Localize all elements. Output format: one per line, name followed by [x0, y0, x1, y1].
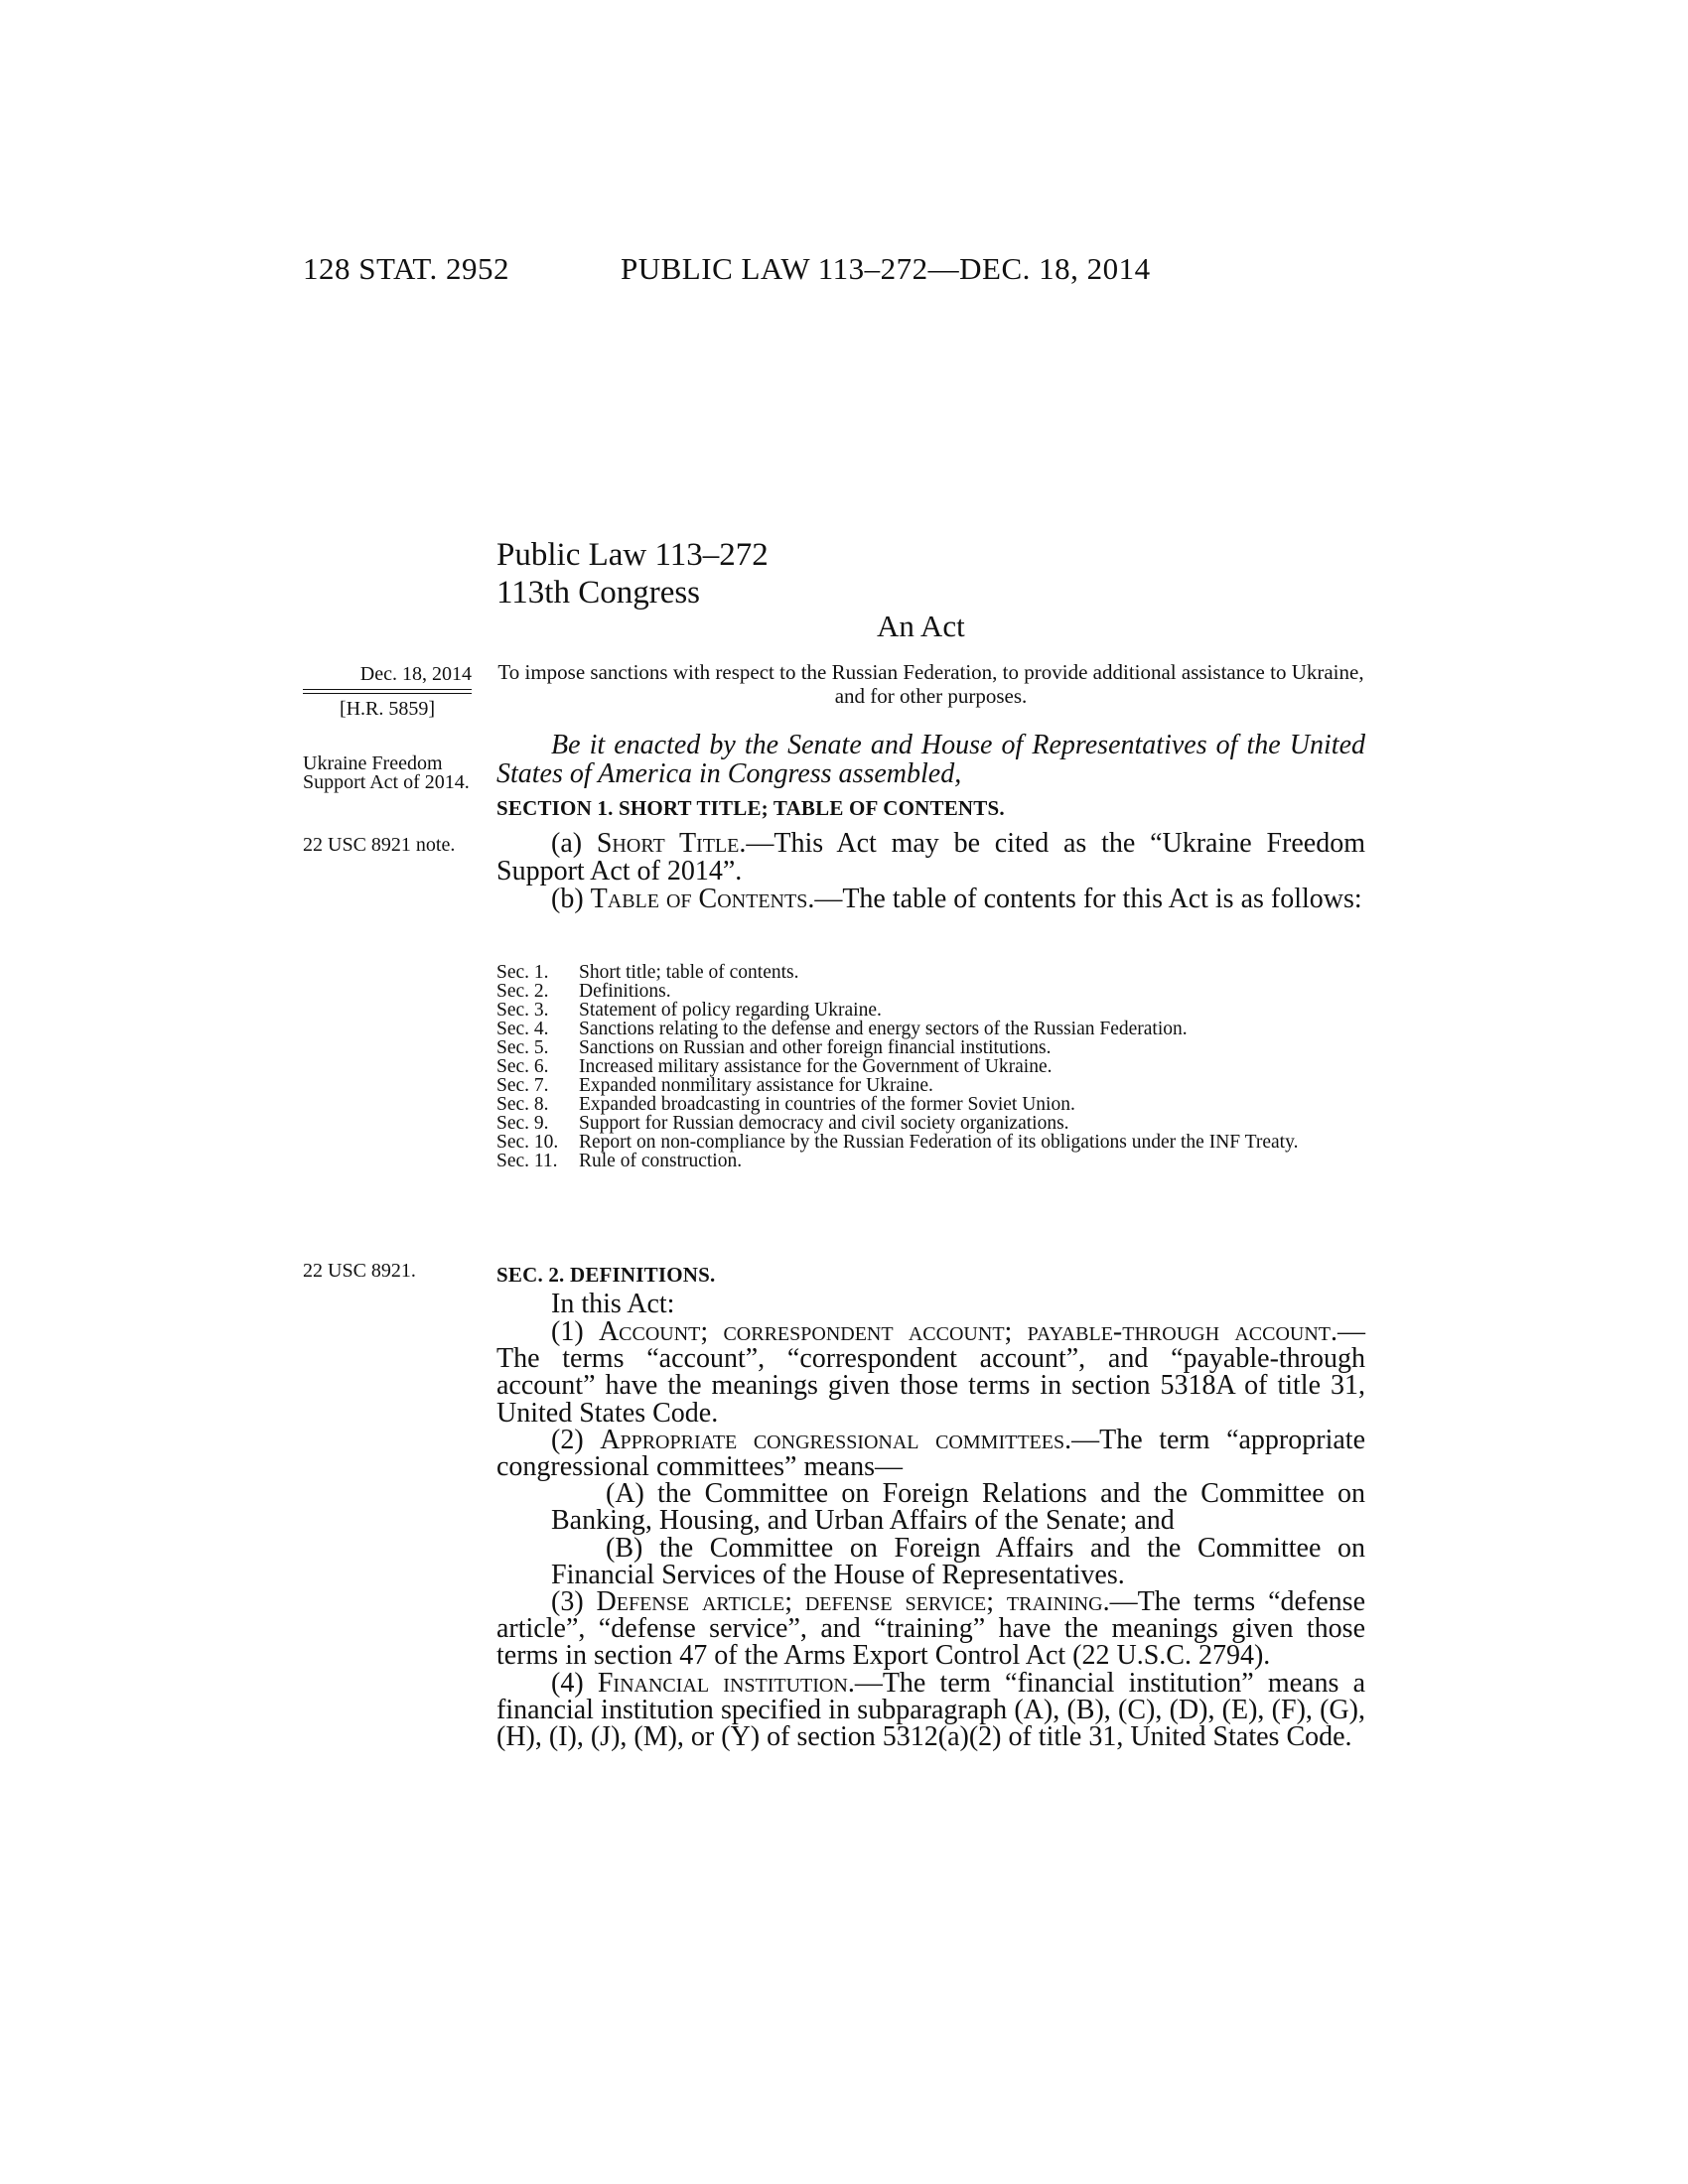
definition-3-text: .—The terms “defense article”, “defense service”, and “training” have the meanings given those terms in section 47 of the Arms Export Control Act (22 U.S.C. 2794). — [496, 1586, 1366, 1672]
toc-entry-title: Short title; table of contents. — [579, 962, 799, 983]
toc-entry — [496, 1095, 1365, 1114]
act-heading: An Act — [877, 609, 965, 643]
toc-entry-number: Sec. 1. — [496, 962, 549, 983]
section-1-subsection-b — [496, 886, 1365, 913]
definition-4-caption: Financial institution — [597, 1667, 848, 1699]
toc-entry — [496, 1152, 1365, 1170]
definition-2 — [496, 1424, 1365, 1483]
toc-entry-number: Sec. 11. — [496, 1151, 558, 1171]
margin-bill-number: [H.R. 5859] — [303, 693, 472, 722]
definition-4-label: (4) — [551, 1667, 598, 1699]
subsection-b-label: (b) — [551, 884, 591, 914]
margin-date-block — [303, 661, 472, 722]
definitions-intro: In this Act: — [551, 1289, 675, 1319]
definition-4 — [496, 1667, 1365, 1753]
toc-entry-number: Sec. 7. — [496, 1075, 549, 1096]
toc-entry-number: Sec. 4. — [496, 1019, 549, 1039]
subsection-a-caption: Short Title — [596, 828, 740, 859]
subsection-a-text: .—This Act may be cited as the “Ukraine Freedom Support Act of 2014”. — [496, 828, 1365, 887]
enacting-clause: Be it enacted by the Senate and House of Representatives of the United States of America in Congress assembled, — [496, 730, 1365, 789]
section-1-subsection-a — [496, 830, 1365, 886]
toc-entry — [496, 982, 1365, 1001]
subsection-b-text: .—The table of contents for this Act is as follows: — [807, 884, 1362, 914]
definition-3-caption: Defense article; defense service; training — [596, 1586, 1103, 1618]
subsection-a-label: (a) — [551, 828, 597, 859]
table-of-contents — [496, 963, 1365, 1170]
definition-1-caption: Account; correspondent account; payable-through account — [598, 1316, 1331, 1347]
definition-3-label: (3) — [551, 1586, 597, 1618]
toc-entry-number: Sec. 10. — [496, 1132, 559, 1153]
law-title-block — [496, 536, 769, 612]
section-2-heading: SEC. 2. DEFINITIONS. — [496, 1263, 716, 1287]
margin-date: Dec. 18, 2014 — [303, 661, 472, 690]
toc-entry-number: Sec. 5. — [496, 1037, 549, 1058]
section-2-definitions — [496, 1289, 1366, 1753]
toc-entry-number: Sec. 3. — [496, 1000, 549, 1021]
toc-entry-title: Sanctions relating to the defense and energy sectors of the Russian Federation. — [579, 1019, 1188, 1039]
toc-entry-title: Report on non-compliance by the Russian Federation of its obligations under the INF Treaty. — [579, 1132, 1299, 1153]
toc-entry — [496, 1001, 1365, 1020]
toc-entry-number: Sec. 8. — [496, 1094, 549, 1115]
toc-entry-title: Sanctions on Russian and other foreign financial institutions. — [579, 1037, 1052, 1058]
definition-2-subparagraph-a: (A) the Committee on Foreign Relations and the Committee on Banking, Housing, and Urban Affairs of the Senate; and — [551, 1478, 1365, 1537]
toc-entry-title: Expanded nonmilitary assistance for Ukraine. — [579, 1075, 933, 1096]
definition-3 — [496, 1588, 1365, 1670]
toc-entry — [496, 1133, 1365, 1152]
toc-entry-number: Sec. 2. — [496, 981, 549, 1002]
margin-usc-reference: 22 USC 8921. — [303, 1260, 416, 1282]
toc-entry — [496, 1114, 1365, 1133]
definition-1-label: (1) — [551, 1316, 599, 1347]
toc-entry — [496, 1057, 1365, 1076]
toc-entry — [496, 1038, 1365, 1057]
definition-1-text: .—The terms “account”, “correspondent account”, and “payable-through account” have the meanings given those terms in section 5318A of title 31, United States Code. — [496, 1316, 1365, 1429]
act-purpose: To impose sanctions with respect to the Russian Federation, to provide additional assistance to Ukraine, and for other purposes. — [497, 660, 1364, 708]
section-1-heading: SECTION 1. SHORT TITLE; TABLE OF CONTENTS. — [496, 796, 1005, 820]
subsection-b-caption: Table of Contents — [590, 884, 808, 914]
toc-entry-number: Sec. 9. — [496, 1113, 549, 1134]
toc-entry-title: Statement of policy regarding Ukraine. — [579, 1000, 882, 1021]
toc-entry-title: Rule of construction. — [579, 1151, 743, 1171]
toc-entry — [496, 963, 1365, 982]
toc-entry-title: Definitions. — [579, 981, 671, 1002]
running-title: PUBLIC LAW 113–272—DEC. 18, 2014 — [621, 251, 1151, 286]
toc-entry-title: Expanded broadcasting in countries of the former Soviet Union. — [579, 1094, 1075, 1115]
toc-entry-number: Sec. 6. — [496, 1056, 549, 1077]
definition-1 — [496, 1318, 1365, 1427]
public-law-number: Public Law 113–272 — [496, 537, 769, 573]
definition-2-text: .—The term “appropriate congressional committees” means— — [496, 1424, 1365, 1483]
definition-2-caption: Appropriate congressional committees — [600, 1424, 1065, 1455]
margin-usc-note: 22 USC 8921 note. — [303, 834, 456, 856]
definition-4-text: .—The term “financial institution” means a financial institution specified in subparagraph (A), (B), (C), (D), (E), (F), (G), (H), (I), (J), (M), or (Y) of section 5312(a)(2) of title 31, United States Code. — [496, 1667, 1365, 1753]
toc-entry — [496, 1076, 1365, 1095]
definition-2-label: (2) — [551, 1424, 601, 1455]
definition-2-subparagraph-b: (B) the Committee on Foreign Affairs and the Committee on Financial Services of the House of Representatives. — [551, 1532, 1365, 1590]
congress-number: 113th Congress — [496, 575, 701, 611]
toc-entry — [496, 1020, 1365, 1038]
toc-entry-title: Increased military assistance for the Government of Ukraine. — [579, 1056, 1053, 1077]
stat-page-reference: 128 STAT. 2952 — [303, 251, 510, 286]
toc-entry-title: Support for Russian democracy and civil society organizations. — [579, 1113, 1069, 1134]
margin-short-title-note: Ukraine Freedom Support Act of 2014. — [303, 752, 470, 793]
